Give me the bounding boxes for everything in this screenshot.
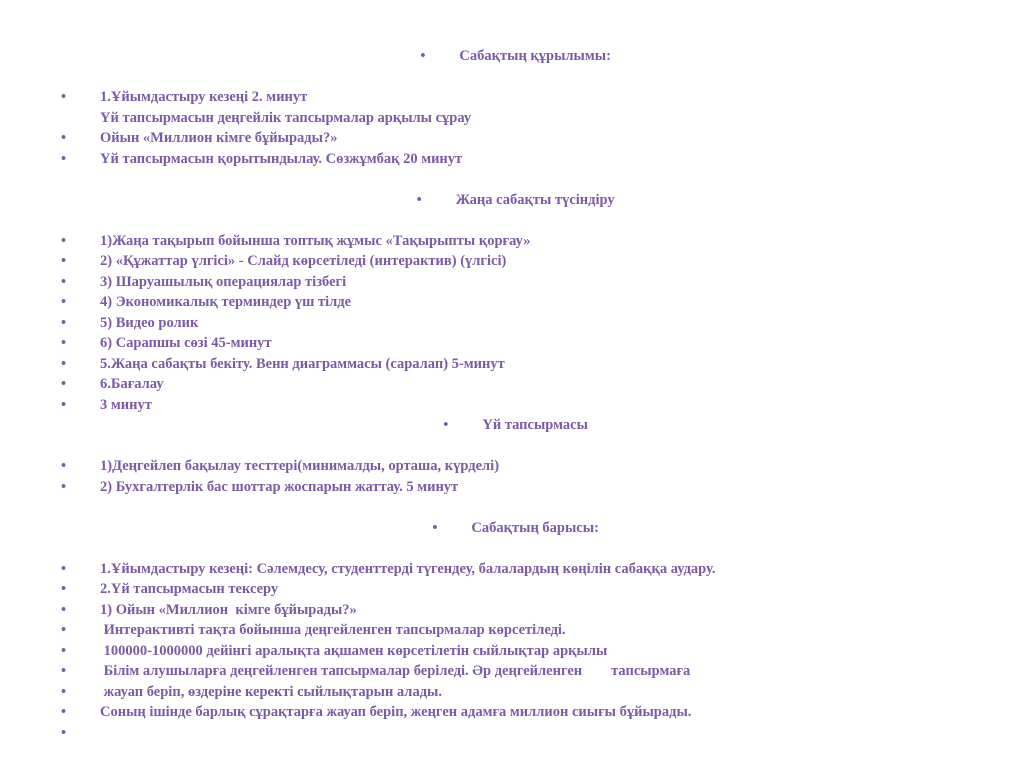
heading-text: Сабақтың құрылымы: (459, 48, 611, 64)
bullet: • (416, 192, 422, 208)
list-item-text: жауап беріп, өздеріне керекті сыйлықтарын алады. (100, 684, 442, 700)
list-item-text: Интерактивті тақта бойынша деңгейленген тапсырмалар көрсетіледі. (100, 622, 566, 638)
heading-text: Жаңа сабақты түсіндіру (455, 192, 615, 208)
list-item-text: Ойын «Миллион кімге бұйырады?» (100, 130, 338, 146)
bullet: • (61, 561, 67, 577)
list-item (0, 436, 1024, 474)
list-item (0, 641, 1024, 679)
section-heading-homework (0, 395, 1024, 433)
list-item-empty (0, 703, 1024, 741)
section-heading-progress (0, 498, 1024, 536)
heading-text: Сабақтың барысы: (471, 520, 599, 536)
bullet: • (61, 397, 67, 413)
bullet: • (61, 89, 67, 105)
list-item (0, 375, 1024, 413)
list-item-text: 6.Бағалау (100, 376, 164, 392)
list-item-text: 100000-1000000 дейінгі аралықта ақшамен көрсетілетін сыйлықтар арқылы (100, 643, 608, 659)
list-item-text: 5) Видео ролик (100, 315, 199, 331)
list-item-text: 3 минут (100, 397, 152, 413)
heading-text: Үй тапсырмасы (482, 417, 588, 433)
list-item (0, 293, 1024, 331)
bullet: • (61, 151, 67, 167)
section-heading-new-lesson (0, 170, 1024, 208)
list-item-text: 4) Экономикалық терминдер үш тілде (100, 294, 352, 310)
bullet: • (61, 458, 67, 474)
bullet: • (61, 663, 67, 679)
bullet: • (443, 417, 449, 433)
bullet: • (61, 335, 67, 351)
list-item (0, 559, 1024, 597)
bullet: • (61, 294, 67, 310)
bullet: • (432, 520, 438, 536)
list-item (0, 129, 1024, 167)
bullet: • (61, 643, 67, 659)
list-item-text: 1.Ұйымдастыру кезеңі: Сәлемдесу, студенттерді түгендеу, балалардың көңілін сабаққа аудару. (100, 561, 716, 577)
list-item (0, 108, 1024, 146)
list-item-text: 6) Сарапшы сөзі 45-минут (100, 335, 272, 351)
list-item (0, 67, 1024, 105)
list-item-text: 2.Үй тапсырмасын тексеру (100, 581, 279, 597)
bullet: • (420, 48, 426, 64)
bullet: • (61, 622, 67, 638)
bullet: • (61, 602, 67, 618)
list-item (0, 682, 1024, 720)
bullet: • (61, 253, 67, 269)
list-item-continuation (0, 88, 1024, 126)
list-item (0, 313, 1024, 351)
bullet: • (61, 479, 67, 495)
list-item (0, 231, 1024, 269)
list-item-text: 1)Жаңа тақырып бойынша топтық жұмыс «Тақырыпты қорғау» (100, 233, 531, 249)
list-item-text: Үй тапсырмасын қорытындылау. Сөзжұмбақ 20 минут (100, 151, 463, 167)
list-item (0, 334, 1024, 372)
list-item (0, 662, 1024, 700)
bullet: • (61, 725, 67, 741)
list-item (0, 580, 1024, 618)
list-item-text: 1.Ұйымдастыру кезеңі 2. минут (100, 89, 308, 105)
list-item (0, 600, 1024, 638)
list-item (0, 457, 1024, 495)
bullet: • (61, 315, 67, 331)
bullet: • (61, 233, 67, 249)
list-item-text: 5.Жаңа сабақты бекіту. Венн диаграммасы (саралап) 5-минут (100, 356, 505, 372)
list-item-text: 1) Ойын «Миллион кімге бұйырады?» (100, 602, 357, 618)
bullet: • (61, 130, 67, 146)
list-item-text: Соның ішінде барлық сұрақтарға жауап беріп, жеңген адамға миллион сиығы бұйырады. (100, 704, 692, 720)
list-item (0, 211, 1024, 249)
list-item-text: 1)Деңгейлеп бақылау тесттері(минималды, орташа, күрделі) (100, 458, 500, 474)
bullet: • (61, 356, 67, 372)
list-item (0, 272, 1024, 310)
list-item-text: 2) «Құжаттар үлгісі» - Слайд көрсетіледі (интерактив) (үлгісі) (100, 253, 507, 269)
list-item (0, 621, 1024, 659)
list-item (0, 252, 1024, 290)
bullet: • (61, 704, 67, 720)
list-item-text: Білім алушыларға деңгейленген тапсырмалар беріледі. Әр деңгейленген тапсырмаға (100, 663, 691, 679)
list-item-text: 2) Бухгалтерлік бас шоттар жоспарын жаттау. 5 минут (100, 479, 459, 495)
list-item (0, 354, 1024, 392)
bullet: • (61, 684, 67, 700)
list-item-text: 3) Шаруашылық операциялар тізбегі (100, 274, 347, 290)
bullet: • (61, 274, 67, 290)
list-item-text: Үй тапсырмасын деңгейлік тапсырмалар арқылы сұрау (100, 110, 472, 126)
bullet: • (61, 581, 67, 597)
section-heading-structure (0, 26, 1024, 64)
list-item (0, 539, 1024, 577)
bullet: • (61, 376, 67, 392)
